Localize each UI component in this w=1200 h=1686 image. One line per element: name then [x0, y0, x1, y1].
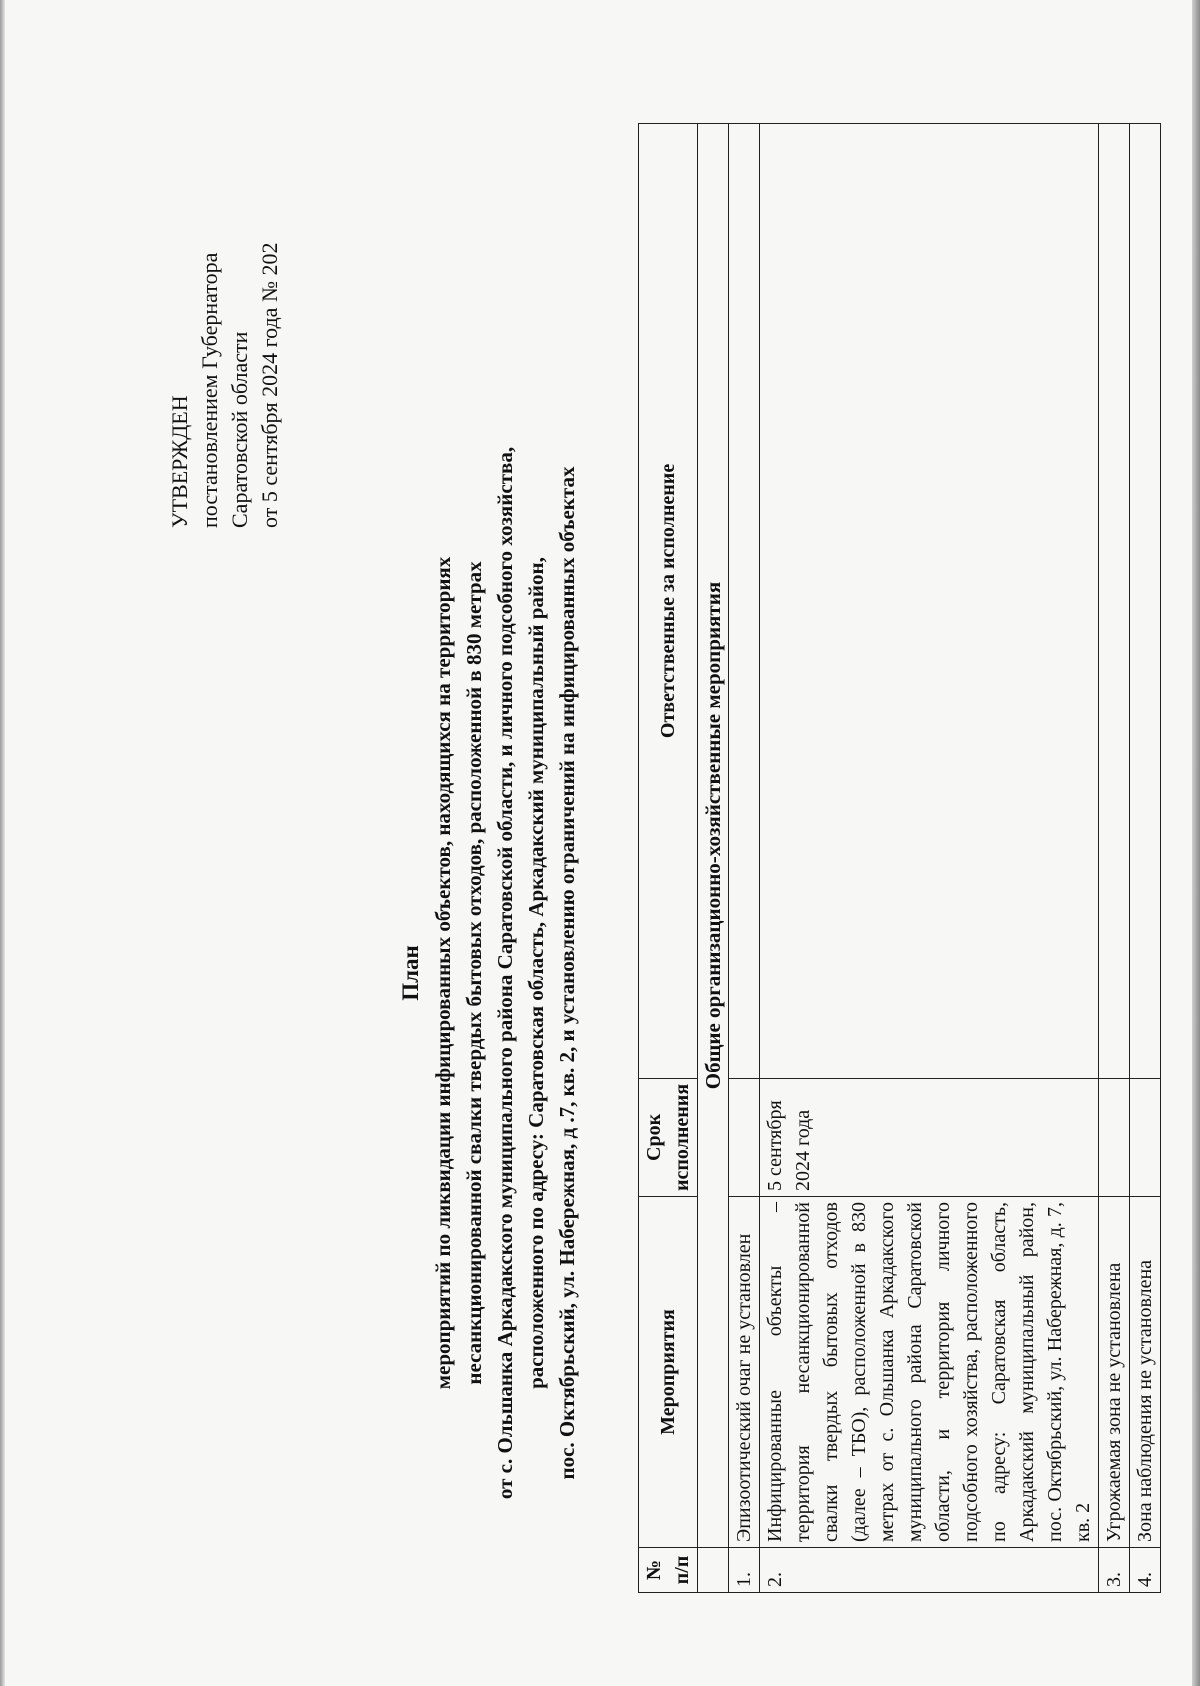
- title-line: несанкционированной свалки твердых бытовых отходов, расположенной в 830 метрах: [462, 561, 486, 1385]
- table-row: [760, 124, 1099, 1593]
- row-responsible: [1130, 124, 1161, 1079]
- row-responsible: [729, 124, 760, 1079]
- row-num: 2.: [760, 1548, 1099, 1593]
- header-responsible: Ответственные за исполнение: [639, 124, 698, 1079]
- title-heading: План: [398, 945, 423, 1001]
- row-activity: Инфицированные объекты – территория несанкционированной свалки твердых бытовых отходов (далее – ТБО), расположенной в 830 метрах от с. Ольшанка Аркадакского муниципального района Саратовской области, и территория личного подсобного хозяйства, расположенного по адресу: Саратовская область, Аркадакский муниципальный район, пос. Октябрьский, ул. Набережная, д. 7, кв. 2: [760, 1197, 1099, 1548]
- rotated-document-sheet: [95, 63, 1156, 1623]
- plan-table: [638, 123, 1161, 1593]
- row-activity: Зона наблюдения не установлена: [1130, 1197, 1161, 1548]
- approval-line: постановлением Губернатора: [197, 252, 222, 528]
- title-line: пос. Октябрьский, ул. Набережная, д .7, кв. 2, и установлению ограничений на инфицированных объектах: [555, 466, 579, 1480]
- row-term: [1099, 1078, 1130, 1196]
- table-row: [1130, 124, 1161, 1593]
- table-row: [729, 124, 760, 1593]
- approval-date: от 5 сентября 2024 года № 202: [257, 242, 282, 528]
- approval-title: УТВЕРЖДЕН: [167, 395, 192, 528]
- title-line: мероприятий по ликвидации инфицированных объектов, находящихся на территориях: [431, 556, 455, 1390]
- scan-edge-left: [0, 0, 5, 1686]
- header-activity: Мероприятия: [639, 1197, 698, 1548]
- row-term: [729, 1078, 760, 1196]
- section-row: [698, 124, 729, 1593]
- row-num: 1.: [729, 1548, 760, 1593]
- table-row: [1099, 124, 1130, 1593]
- scan-edge-right: [1192, 0, 1200, 1686]
- header-term: Срок исполнения: [639, 1078, 698, 1196]
- header-num: № п/п: [639, 1548, 698, 1593]
- approval-line: Саратовской области: [227, 331, 252, 528]
- section-empty-cell: [698, 1548, 729, 1593]
- approval-stamp-block: [165, 243, 285, 528]
- row-num: 4.: [1130, 1548, 1161, 1593]
- table-header-row: [639, 124, 698, 1593]
- title-line: от с. Ольшанка Аркадакского муниципального района Саратовской области, и личного подсобного хозяйства,: [493, 446, 517, 1500]
- section-title: Общие организационно-хозяйственные мероприятия: [698, 124, 729, 1548]
- row-num: 3.: [1099, 1548, 1130, 1593]
- row-term: [1130, 1078, 1161, 1196]
- row-responsible: [1099, 124, 1130, 1079]
- row-responsible: [760, 124, 1099, 1079]
- row-term: 5 сентября 2024 года: [760, 1078, 1099, 1196]
- title-line: расположенного по адресу: Саратовская область, Аркадакский муниципальный район,: [524, 557, 548, 1389]
- document-title: [395, 323, 583, 1623]
- row-activity: Эпизоотический очаг не установлен: [729, 1197, 760, 1548]
- row-activity: Угрожаемая зона не установлена: [1099, 1197, 1130, 1548]
